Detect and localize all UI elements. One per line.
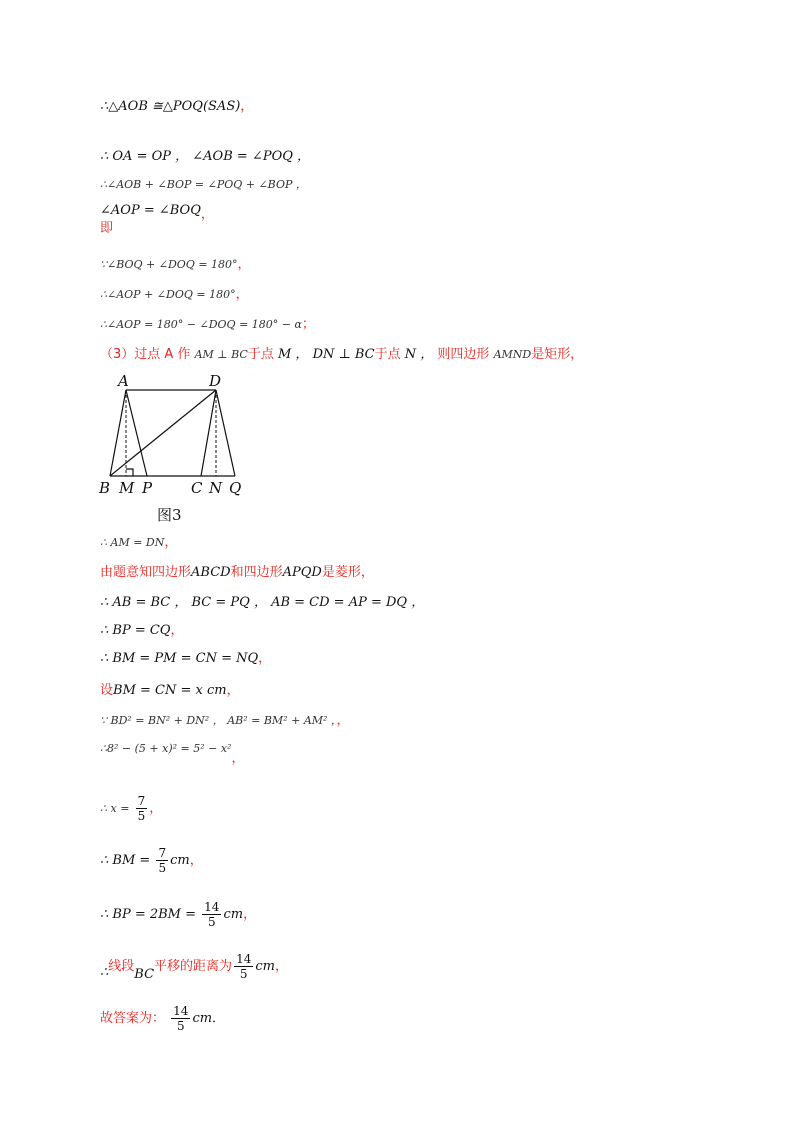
comma: ， <box>235 287 249 302</box>
amnd: AMND <box>493 348 532 361</box>
pythagoras-bd: ∵ BD² = BN² + DN² ， <box>100 714 224 727</box>
proof-line-sides-equal <box>100 594 424 612</box>
comma: ， <box>231 751 245 766</box>
comma: ， <box>164 535 178 550</box>
and-quadrilateral: 和四边形 <box>230 565 283 580</box>
let-x-equation: BM = CN = x cm <box>113 683 227 698</box>
proof-line-congruence <box>100 98 253 116</box>
segment-bc: BC <box>134 967 155 982</box>
point-n: N ， <box>404 347 434 362</box>
angle-sum-statement: ∴∠AOB + ∠BOP = ∠POQ + ∠BOP ， <box>100 178 307 191</box>
yudian-1: 于点 <box>247 347 274 362</box>
proof-line-am-dn <box>100 534 177 552</box>
therefore-symbol: ∴ <box>100 965 109 980</box>
bp-fraction: $\frac{14}{5}$ <box>204 900 220 929</box>
comma: ， <box>170 623 184 638</box>
equal-sides-angles: ∴ OA = OP ， ∠AOB = ∠POQ ， <box>100 149 311 164</box>
am-dn-equation: ∴ AM = DN <box>100 536 165 549</box>
supplementary-result: ∴∠AOP + ∠DOQ = 180° <box>100 288 236 301</box>
let-word: 设 <box>100 683 114 698</box>
figure-caption: 图3 <box>157 506 182 524</box>
period: ． <box>212 1011 226 1026</box>
label-m: M <box>119 479 135 497</box>
semicolon: ； <box>301 317 315 332</box>
congruence-statement: ∴△AOB ≅△POQ(SAS) <box>100 99 241 114</box>
is-rectangle: 是矩形， <box>531 347 584 362</box>
x-fraction: $\frac{7}{5}$ <box>137 794 146 823</box>
segment-ap <box>126 390 147 476</box>
proof-line-boq-doq <box>100 256 251 274</box>
then-quadrilateral: 则四边形 <box>437 347 490 362</box>
comma: ， <box>149 801 163 816</box>
x-equals: ∴ x = <box>100 802 130 815</box>
segment-dc <box>201 390 216 476</box>
proof-line-translation-distance <box>100 952 288 981</box>
yudian-2: 于点 <box>374 347 401 362</box>
comma: ， <box>274 959 288 974</box>
am-perp-bc: AM ⊥ BC <box>194 348 248 361</box>
proof-line-equation <box>100 740 245 766</box>
proof-line-bm-value <box>100 846 203 875</box>
proof-line-bp-cq <box>100 622 183 640</box>
label-n: N <box>209 479 223 497</box>
is-rhombus: 是菱形， <box>321 565 374 580</box>
label-q: Q <box>229 479 242 497</box>
label-d: D <box>209 372 222 390</box>
ji-word: 即 <box>100 221 114 236</box>
part3-header <box>100 346 583 364</box>
aop-boq-equation: ∠AOP = ∠BOQ <box>100 203 201 218</box>
supplementary-statement: ∵∠BOQ + ∠DOQ = 180° <box>100 258 238 271</box>
bm-equals: ∴ BM = <box>100 853 151 868</box>
proof-line-aop-doq <box>100 286 249 304</box>
answer-line <box>100 1004 225 1033</box>
comma: ， <box>237 257 251 272</box>
unit-cm: cm <box>192 1011 213 1026</box>
comma: ， <box>258 651 272 666</box>
label-b: B <box>99 479 111 497</box>
bm-nq-equation: ∴ BM = PM = CN = NQ <box>100 651 259 666</box>
comma: ， <box>189 853 203 868</box>
proof-line-bm-nq <box>100 650 271 668</box>
segment-ab <box>110 390 126 476</box>
x-equation: ∴8² − (5 + x)² = 5² − x² <box>100 742 232 755</box>
comma: ， <box>226 683 240 698</box>
bm-fraction: $\frac{7}{5}$ <box>158 846 167 875</box>
proof-line-let-x <box>100 682 240 700</box>
unit-cm: cm <box>255 959 275 974</box>
bp-equals: ∴ BP = 2BM = <box>100 907 197 922</box>
point-m: M ， <box>277 347 309 362</box>
aop-alpha-result: ∴∠AOP = 180° − ∠DOQ = 180° − α <box>100 318 302 331</box>
pythagoras-ab: AB² = BM² + AM² ， <box>227 714 337 727</box>
proof-line-bp-value <box>100 900 256 929</box>
apqd: APQD <box>282 565 322 580</box>
proof-line-pythagoras: ∵ BD² = BN² + DN² ， AB² = BM² + AM² ，， <box>100 713 350 728</box>
bp-cq-equation: ∴ BP = CQ <box>100 623 171 638</box>
abcd: ABCD <box>191 565 231 580</box>
proof-line-angle-sum <box>100 176 307 194</box>
label-a: A <box>118 372 129 390</box>
distance-fraction: $\frac{14}{5}$ <box>236 952 252 981</box>
proof-line-aop-alpha <box>100 316 315 334</box>
unit-cm: cm <box>223 907 244 922</box>
answer-fraction: $\frac{14}{5}$ <box>173 1004 189 1033</box>
sides-equal-statement: ∴ AB = BC ， BC = PQ ， AB = CD = AP = DQ ， <box>100 595 425 610</box>
comma: ， <box>240 99 254 114</box>
comma: ， <box>200 207 214 222</box>
right-angle-mark <box>126 469 133 476</box>
answer-label: 故答案为： <box>100 1011 166 1026</box>
segment-dq <box>216 390 235 476</box>
comma: ， <box>243 907 257 922</box>
translation-distance-text: 平移的距离为 <box>154 959 233 974</box>
figure-3-diagram <box>95 372 255 502</box>
label-p: P <box>142 479 153 497</box>
proof-line-rhombus <box>100 564 374 582</box>
proof-line-aop-boq <box>100 203 214 224</box>
label-c: C <box>191 479 203 497</box>
proof-line-x-value <box>100 794 162 823</box>
dn-perp-bc: DN ⊥ BC <box>312 347 375 362</box>
proof-line-oa-op <box>100 148 310 166</box>
part3-intro: （3）过点 A 作 <box>100 347 191 362</box>
rhombus-intro: 由题意知四边形 <box>100 565 192 580</box>
unit-cm: cm <box>170 853 190 868</box>
proof-line-ji <box>100 220 113 238</box>
segment-word: 线段 <box>108 959 135 974</box>
